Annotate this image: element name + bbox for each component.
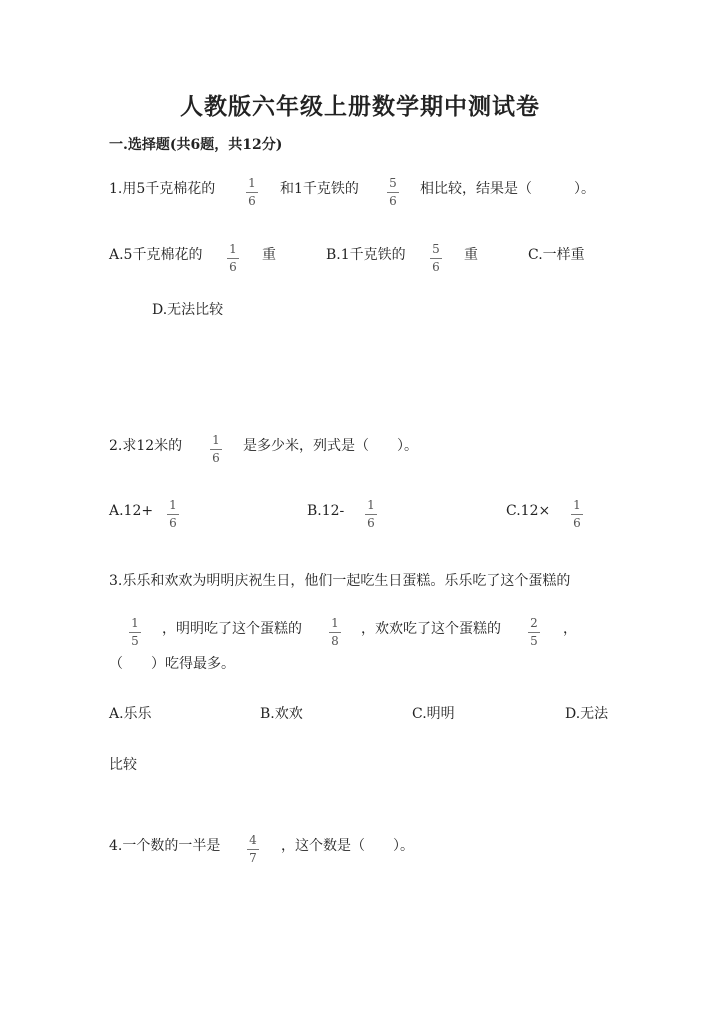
q2-option-b-fraction bbox=[364, 498, 378, 530]
q3-fraction-2 bbox=[328, 616, 342, 648]
q1-text-a: 1.用5千克棉花的 bbox=[109, 181, 216, 197]
q3-option-b: B.欢欢 bbox=[260, 706, 303, 722]
numerator: 1 bbox=[131, 616, 139, 630]
numerator: 5 bbox=[389, 176, 397, 190]
q2-option-a-fraction bbox=[166, 498, 180, 530]
q3-option-a: A.乐乐 bbox=[109, 706, 152, 722]
q3-fraction-1 bbox=[128, 616, 142, 648]
q1-option-d: D.无法比较 bbox=[152, 302, 224, 318]
q1-option-c: C.一样重 bbox=[528, 247, 585, 263]
q3-text-line3: （ ）吃得最多。 bbox=[109, 656, 235, 672]
denominator: 6 bbox=[248, 194, 256, 208]
q1-option-b-suffix: 重 bbox=[464, 247, 478, 263]
q1-option-b-fraction bbox=[429, 242, 443, 274]
q1-fraction-1 bbox=[245, 176, 259, 208]
q1-option-a-fraction bbox=[226, 242, 240, 274]
q2-fraction bbox=[209, 433, 223, 465]
q1-text-b: 和1千克铁的 bbox=[280, 181, 359, 197]
numerator: 1 bbox=[212, 433, 220, 447]
denominator: 6 bbox=[367, 516, 375, 530]
denominator: 6 bbox=[212, 451, 220, 465]
q1-option-b: B.1千克铁的 bbox=[326, 247, 406, 263]
denominator: 6 bbox=[169, 516, 177, 530]
q1-option-a-suffix: 重 bbox=[262, 247, 276, 263]
numerator: 1 bbox=[169, 498, 177, 512]
numerator: 4 bbox=[249, 833, 257, 847]
section-heading: 一.选择题(共6题，共12分) bbox=[109, 137, 283, 153]
denominator: 6 bbox=[432, 260, 440, 274]
q3-text-b: ，明明吃了这个蛋糕的 bbox=[162, 621, 302, 637]
denominator: 5 bbox=[131, 634, 139, 648]
q3-option-d: D.无法 bbox=[565, 706, 609, 722]
q2-option-b: B.12- bbox=[307, 503, 345, 519]
numerator: 1 bbox=[229, 242, 237, 256]
q3-fraction-3 bbox=[527, 616, 541, 648]
page-title: 人教版六年级上册数学期中测试卷 bbox=[180, 93, 540, 120]
q1-text-c: 相比较，结果是（ ）。 bbox=[420, 181, 595, 197]
q4-text-a: 4.一个数的一半是 bbox=[109, 838, 221, 854]
q1-fraction-2 bbox=[386, 176, 400, 208]
q4-text-b: ，这个数是（ ）。 bbox=[281, 838, 414, 854]
denominator: 6 bbox=[229, 260, 237, 274]
denominator: 5 bbox=[530, 634, 538, 648]
numerator: 1 bbox=[331, 616, 339, 630]
denominator: 6 bbox=[389, 194, 397, 208]
numerator: 1 bbox=[367, 498, 375, 512]
q3-option-d-continued: 比较 bbox=[109, 757, 137, 773]
q3-text-d: ， bbox=[563, 621, 577, 637]
q1-option-a: A.5千克棉花的 bbox=[109, 247, 203, 263]
q2-option-a: A.12+ bbox=[109, 503, 154, 519]
denominator: 7 bbox=[249, 851, 257, 865]
q4-fraction bbox=[246, 833, 260, 865]
numerator: 1 bbox=[248, 176, 256, 190]
q3-option-c: C.明明 bbox=[412, 706, 455, 722]
denominator: 8 bbox=[331, 634, 339, 648]
q3-text-line1: 3.乐乐和欢欢为明明庆祝生日，他们一起吃生日蛋糕。乐乐吃了这个蛋糕的 bbox=[109, 573, 571, 589]
q2-text-b: 是多少米，列式是（ ）。 bbox=[243, 438, 418, 454]
q3-text-c: ，欢欢吃了这个蛋糕的 bbox=[361, 621, 501, 637]
denominator: 6 bbox=[573, 516, 581, 530]
q2-option-c: C.12× bbox=[506, 503, 551, 519]
q2-text-a: 2.求12米的 bbox=[109, 438, 183, 454]
numerator: 5 bbox=[432, 242, 440, 256]
q2-option-c-fraction bbox=[570, 498, 584, 530]
numerator: 2 bbox=[530, 616, 538, 630]
numerator: 1 bbox=[573, 498, 581, 512]
